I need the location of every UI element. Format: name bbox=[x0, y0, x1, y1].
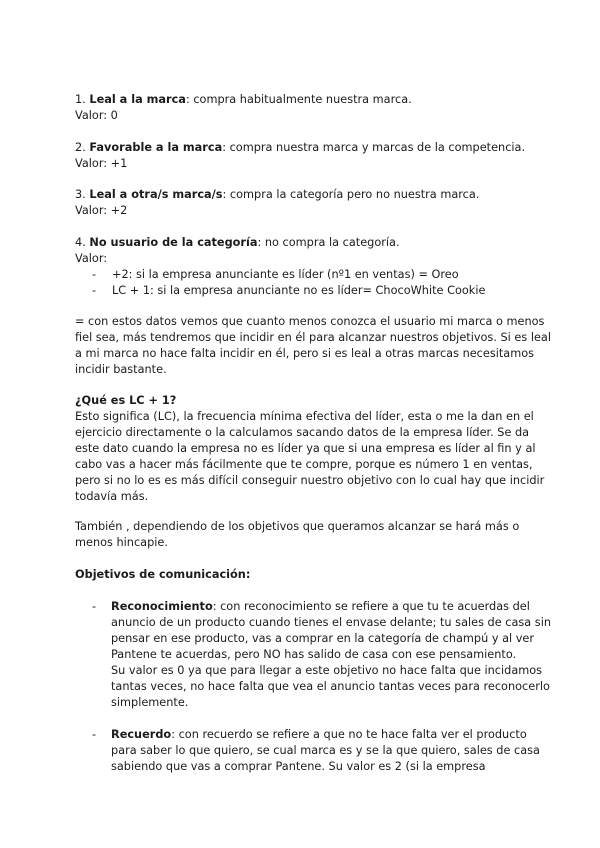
text-line: Pantene te acuerdas, pero NO has salido de casa con ese pensamiento. bbox=[111, 648, 517, 661]
item-value: Valor: +1 bbox=[75, 157, 128, 170]
sub-item-2 bbox=[75, 283, 535, 299]
text-line: pero si no lo es es más difícil conseguir nuestro objetivo con lo cual hay que incidir bbox=[75, 474, 545, 487]
text-line: ejercicio directamente o la calculamos sacando datos de la empresa líder. Se da bbox=[75, 426, 530, 439]
text-line: anuncio de un producto cuando tienes el envase delante; tu sales de casa sin bbox=[111, 616, 551, 629]
bullet-text: : con recuerdo se refiere a que no te hace falta ver el producto bbox=[171, 728, 527, 741]
text-line: para saber lo que quiero, se cual marca es y se la que quiero, sales de casa bbox=[111, 744, 540, 757]
text-line: = con estos datos vemos que cuanto menos conozca el usuario mi marca o menos bbox=[75, 315, 545, 328]
text-line: Su valor es 0 ya que para llegar a este objetivo no hace falta que incidamos bbox=[111, 664, 543, 677]
dash-bullet: - bbox=[92, 600, 97, 613]
dash-bullet: - bbox=[92, 728, 97, 741]
sub-item-1 bbox=[75, 267, 535, 283]
dash-bullet: - bbox=[92, 284, 97, 297]
sub-item-text: LC + 1: si la empresa anunciante no es líder= ChocoWhite Cookie bbox=[112, 284, 486, 297]
bullet-first-line bbox=[75, 599, 535, 615]
item-title: Leal a otra/s marca/s bbox=[89, 188, 223, 201]
text-line: pensar en ese producto, vas a comprar en la categoría de champú y al ver bbox=[111, 632, 535, 645]
item-value: Valor: +2 bbox=[75, 204, 128, 217]
section-lc bbox=[75, 393, 545, 505]
section-heading: ¿Qué es LC + 1? bbox=[75, 394, 177, 407]
text-line: todavía más. bbox=[75, 490, 149, 503]
item-value: Valor: 0 bbox=[75, 109, 118, 122]
sub-item-text: +2: si la empresa anunciante es líder (nº1 en ventas) = Oreo bbox=[112, 268, 459, 281]
text-line: simplemente. bbox=[111, 696, 189, 709]
item-description: : no compra la categoría. bbox=[257, 236, 400, 249]
item-value: Valor: bbox=[75, 252, 108, 265]
text-line: Esto significa (LC), la frecuencia mínima efectiva del líder, esta o me la dan en el bbox=[75, 410, 534, 423]
dash-bullet: - bbox=[92, 268, 97, 281]
item-number: 1. bbox=[75, 93, 86, 106]
text-line: cabo vas a hacer más fácilmente que te compre, porque es número 1 en ventas, bbox=[75, 458, 533, 471]
bullet-first-line bbox=[75, 727, 535, 743]
bullet-recuerdo bbox=[75, 727, 540, 775]
item-title: Leal a la marca bbox=[89, 93, 186, 106]
section-objetivos bbox=[75, 567, 535, 583]
item-title: No usuario de la categoría bbox=[89, 236, 258, 249]
item-title: Favorable a la marca bbox=[89, 141, 223, 154]
item-description: : compra nuestra marca y marcas de la competencia. bbox=[222, 141, 526, 154]
item-1-line bbox=[75, 92, 535, 108]
item-description: : compra la categoría pero no nuestra marca. bbox=[222, 188, 480, 201]
list-item-1 bbox=[75, 92, 535, 124]
bullet-reconocimiento bbox=[75, 599, 551, 711]
list-item-4 bbox=[75, 235, 535, 299]
list-item-2 bbox=[75, 140, 535, 172]
bullet-title: Recuerdo bbox=[111, 728, 172, 741]
item-number: 2. bbox=[75, 141, 86, 154]
text-line: incidir bastante. bbox=[75, 363, 167, 376]
text-line: menos hincapie. bbox=[75, 536, 168, 549]
list-item-3 bbox=[75, 187, 535, 219]
paragraph-conclusion bbox=[75, 314, 551, 378]
item-description: : compra habitualmente nuestra marca. bbox=[185, 93, 412, 106]
text-line: fiel sea, más tendremos que incidir en él para alcanzar nuestros objetivos. Si es leal bbox=[75, 331, 551, 344]
section-heading: Objetivos de comunicación: bbox=[75, 568, 251, 581]
text-line: sabiendo que vas a comprar Pantene. Su valor es 2 (si la empresa bbox=[111, 760, 486, 773]
text-line: tantas veces, no hace falta que vea el anuncio tantas veces para reconocerlo bbox=[111, 680, 550, 693]
text-line: a mi marca no hace falta incidir en él, pero si es leal a otras marcas necesitamos bbox=[75, 347, 535, 360]
bullet-text: : con reconocimiento se refiere a que tu te acuerdas del bbox=[212, 600, 530, 613]
item-number: 3. bbox=[75, 188, 86, 201]
item-4-line bbox=[75, 235, 535, 251]
bullet-title: Reconocimiento bbox=[111, 600, 213, 613]
item-2-line bbox=[75, 140, 535, 156]
paragraph-tambien bbox=[75, 519, 535, 551]
text-line: este dato cuando la empresa no es líder ya que si una empresa es líder al fin y al bbox=[75, 442, 536, 455]
item-3-line bbox=[75, 187, 535, 203]
item-number: 4. bbox=[75, 236, 86, 249]
text-line: También , dependiendo de los objetivos que queramos alcanzar se hará más o bbox=[75, 520, 520, 533]
